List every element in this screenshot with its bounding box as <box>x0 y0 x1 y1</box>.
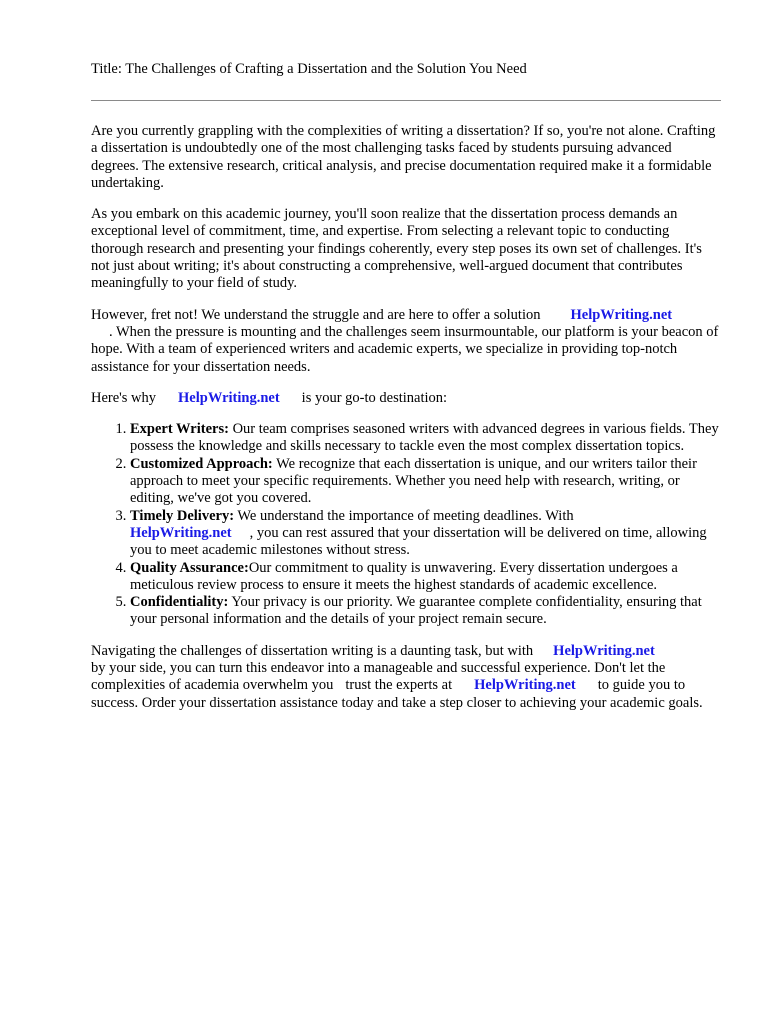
intro-paragraph: Are you currently grappling with the complexities of writing a dissertation? If so, you're not alone. Crafting a dissertation is undoubtedly one of the most challenging tasks faced by students pursuing advanced degrees. The extensive research, critical analysis, and precise documentation required make it a formidable undertaking. <box>91 123 716 191</box>
helpwriting-link-4[interactable]: HelpWriting.net <box>553 642 655 659</box>
helpwriting-link-3[interactable]: HelpWriting.net <box>130 524 232 541</box>
closing-text-4: to guide you to success. Order your dissertation assistance today and take a step closer to achieving your academic goals. <box>91 677 703 711</box>
list-item-label: Confidentiality: <box>130 594 229 611</box>
list-item-text: We recognize that each dissertation is unique, and our writers tailor their approach to meet your specific requirements. Whether you need help with research, writing, or editing, we've got you covered. <box>130 455 697 507</box>
list-item-text: Our team comprises seasoned writers with advanced degrees in various fields. They possess the knowledge and skills necessary to tackle even the most complex dissertation topics. <box>130 421 719 455</box>
solution-text-before: However, fret not! We understand the struggle and are here to offer a solution <box>91 306 541 323</box>
closing-text-1: Navigating the challenges of dissertation writing is a daunting task, but with <box>91 642 534 659</box>
journey-paragraph: As you embark on this academic journey, you'll soon realize that the dissertation process demands an exceptional level of commitment, time, and expertise. From selecting a relevant topic to conducting thorough research and presenting your findings coherently, every step poses its own set of challenges. It's not just about writing; it's about constructing a comprehensive, well-argued document that contributes meaningfully to your field of study. <box>91 206 702 292</box>
document-title: Title: The Challenges of Crafting a Dissertation and the Solution You Need <box>91 61 527 77</box>
list-item <box>130 594 723 629</box>
why-text-after: is your go-to destination: <box>301 389 448 406</box>
list-item <box>130 421 723 456</box>
list-item-text: We understand the importance of meeting deadlines. With <box>237 507 574 524</box>
list-item-text: Your privacy is our priority. We guarantee complete confidentiality, ensuring that your personal information and the details of your project remain secure. <box>130 594 702 628</box>
reasons-list <box>91 421 723 629</box>
solution-text-after: . When the pressure is mounting and the challenges seem insurmountable, our platform is your beacon of hope. With a team of experienced writers and academic experts, we specialize in providing top-notch assistance for your dissertation needs. <box>91 323 719 375</box>
helpwriting-link-1[interactable]: HelpWriting.net <box>570 306 673 323</box>
title-divider <box>91 100 721 101</box>
list-item-label: Quality Assurance: <box>130 559 249 576</box>
list-item <box>130 456 723 508</box>
list-item <box>130 560 723 595</box>
helpwriting-link-2[interactable]: HelpWriting.net <box>178 389 280 406</box>
list-item-label: Expert Writers: <box>130 421 229 438</box>
why-text-before: Here's why <box>91 389 157 406</box>
closing-text-2: by your side, you can turn this endeavor into a manageable and successful experience. Don't let the complexities of academia overwhelm you <box>91 660 666 694</box>
document-body <box>91 123 723 726</box>
solution-paragraph <box>91 307 723 376</box>
closing-paragraph <box>91 643 723 712</box>
list-item-text-after: , you can rest assured that your dissertation will be delivered on time, allowing you to meet academic milestones without stress. <box>130 524 707 559</box>
closing-text-3: trust the experts at <box>345 677 453 694</box>
list-item-label: Timely Delivery: <box>130 507 235 524</box>
list-item <box>130 508 723 560</box>
why-paragraph <box>91 390 723 407</box>
list-item-label: Customized Approach: <box>130 455 273 472</box>
helpwriting-link-5[interactable]: HelpWriting.net <box>474 677 576 694</box>
list-item-text: Our commitment to quality is unwavering. Every dissertation undergoes a meticulous review process to ensure it meets the highest standards of academic excellence. <box>130 559 678 593</box>
